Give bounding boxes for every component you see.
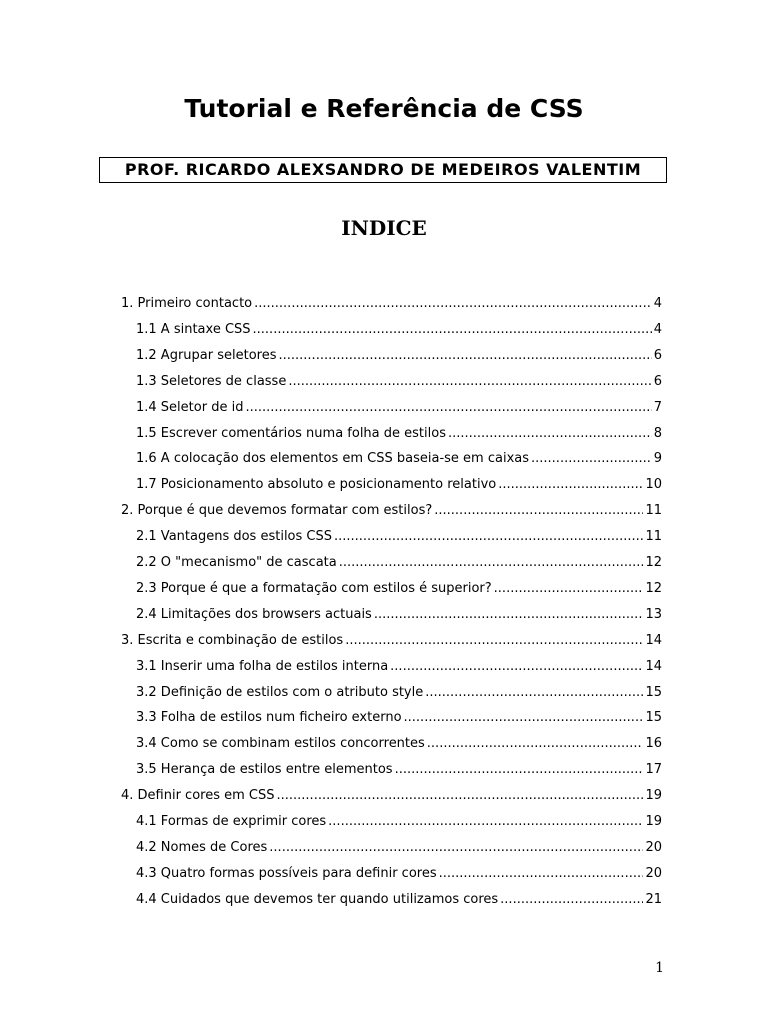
toc-entry-label: 4. Definir cores em CSS [121, 788, 275, 804]
toc-entry[interactable] [136, 680, 662, 706]
toc-entry-label: 4.4 Cuidados que devemos ter quando utilizamos cores [136, 891, 499, 907]
toc-entry-page: 16 [645, 736, 662, 752]
toc-entry[interactable] [121, 291, 662, 317]
toc-entry-label: 1.3 Seletores de classe [136, 373, 287, 389]
toc-entry-label: 4.1 Formas de exprimir cores [136, 814, 327, 829]
toc-entry-page: 4 [653, 321, 662, 337]
toc-entry-label: 3.5 Herança de estilos entre elementos [136, 762, 393, 778]
toc-entry[interactable] [136, 731, 662, 757]
dot-leader [334, 524, 643, 550]
toc-entry-page: 20 [645, 865, 662, 881]
toc-entry[interactable] [136, 524, 662, 550]
toc-entry-label: 2.2 O "mecanismo" de cascata [136, 555, 337, 570]
dot-leader [245, 395, 651, 421]
toc-entry-label: 3.2 Definição de estilos com o atributo style [136, 684, 424, 700]
toc-entry[interactable] [136, 317, 662, 343]
toc-entry-page: 19 [645, 788, 662, 804]
toc-entry-page: 15 [645, 710, 662, 726]
dot-leader [253, 317, 652, 343]
dot-leader [494, 576, 644, 602]
dot-leader [434, 498, 643, 524]
toc-entry-page: 14 [645, 658, 662, 674]
dot-leader [427, 731, 644, 757]
toc-entry-label: 2.1 Vantagens dos estilos CSS [136, 529, 332, 545]
toc-entry-page: 12 [645, 555, 662, 570]
toc-entry[interactable] [136, 446, 662, 472]
toc-entry-page: 17 [645, 762, 662, 778]
toc-entry-label: 3. Escrita e combinação de estilos [121, 632, 344, 648]
dot-leader [395, 757, 644, 783]
toc-entry-label: 4.3 Quatro formas possíveis para definir cores [136, 865, 437, 881]
toc-entry[interactable] [121, 628, 662, 654]
toc-entry-page: 19 [645, 814, 662, 829]
dot-leader [425, 680, 643, 706]
toc-entry[interactable] [136, 472, 662, 498]
dot-leader [390, 654, 643, 680]
toc-entry-label: 1.5 Escrever comentários numa folha de estilos [136, 425, 446, 441]
toc-entry-page: 11 [645, 503, 662, 519]
toc-entry-label: 1.2 Agrupar seletores [136, 347, 277, 363]
toc-entry-label: 2.4 Limitações dos browsers actuais [136, 606, 372, 622]
toc-entry-page: 6 [653, 373, 662, 389]
toc-entry[interactable] [136, 861, 662, 887]
toc-entry[interactable] [121, 783, 662, 809]
page-number: 1 [655, 960, 664, 976]
toc-entry[interactable] [136, 369, 662, 395]
toc-entry[interactable] [136, 602, 662, 628]
toc-entry-page: 11 [645, 529, 662, 545]
toc-entry[interactable] [136, 757, 662, 783]
toc-entry[interactable] [136, 343, 662, 369]
dot-leader [339, 550, 644, 576]
dot-leader [404, 705, 644, 731]
toc-entry-page: 14 [645, 632, 662, 648]
toc-entry[interactable] [136, 576, 662, 602]
toc-entry[interactable] [136, 887, 662, 913]
toc-entry-page: 8 [653, 425, 662, 441]
toc-entry-page: 21 [645, 891, 662, 907]
dot-leader [254, 291, 652, 317]
dot-leader [288, 369, 651, 395]
toc-entry-page: 10 [645, 477, 662, 493]
toc-entry[interactable] [136, 835, 662, 861]
toc-entry-label: 4.2 Nomes de Cores [136, 839, 268, 855]
toc-entry-label: 1. Primeiro contacto [121, 296, 253, 311]
toc-entry-label: 3.3 Folha de estilos num ficheiro externo [136, 710, 402, 726]
author-box: PROF. RICARDO ALEXSANDRO DE MEDEIROS VALENTIM [99, 157, 667, 183]
toc-entry-page: 20 [645, 839, 662, 855]
dot-leader [498, 472, 643, 498]
toc-entry-label: 1.7 Posicionamento absoluto e posicionamento relativo [136, 477, 497, 493]
dot-leader [269, 835, 643, 861]
toc-entry-label: 1.6 A colocação dos elementos em CSS baseia-se em caixas [136, 451, 530, 467]
toc-entry[interactable] [136, 654, 662, 680]
dot-leader [439, 861, 644, 887]
dot-leader [279, 343, 652, 369]
index-heading: INDICE [341, 216, 427, 240]
toc-entry-page: 6 [653, 347, 662, 363]
toc-entry-page: 7 [653, 399, 662, 415]
dot-leader [500, 887, 643, 913]
dot-leader [448, 421, 652, 447]
dot-leader [531, 446, 652, 472]
toc-entry-label: 1.4 Seletor de id [136, 399, 244, 415]
toc-entry-label: 2.3 Porque é que a formatação com estilos é superior? [136, 580, 492, 596]
toc-entry-label: 2. Porque é que devemos formatar com estilos? [121, 503, 433, 519]
toc-entry[interactable] [136, 421, 662, 447]
toc-entry[interactable] [136, 809, 662, 835]
toc-entry-page: 12 [645, 580, 662, 596]
dot-leader [277, 783, 644, 809]
toc-entry[interactable] [136, 395, 662, 421]
toc-entry-label: 3.4 Como se combinam estilos concorrentes [136, 736, 425, 752]
toc-entry[interactable] [121, 498, 662, 524]
toc-entry[interactable] [136, 550, 662, 576]
toc-entry-label: 1.1 A sintaxe CSS [136, 321, 251, 337]
toc-entry-page: 4 [653, 296, 662, 311]
dot-leader [328, 809, 643, 835]
toc-entry[interactable] [136, 705, 662, 731]
toc-entry-page: 15 [645, 684, 662, 700]
toc-entry-label: 3.1 Inserir uma folha de estilos interna [136, 658, 389, 674]
dot-leader [345, 628, 643, 654]
document-title: Tutorial e Referência de CSS [184, 94, 584, 123]
toc-entry-page: 9 [653, 451, 662, 467]
dot-leader [374, 602, 644, 628]
toc-entry-page: 13 [645, 606, 662, 622]
